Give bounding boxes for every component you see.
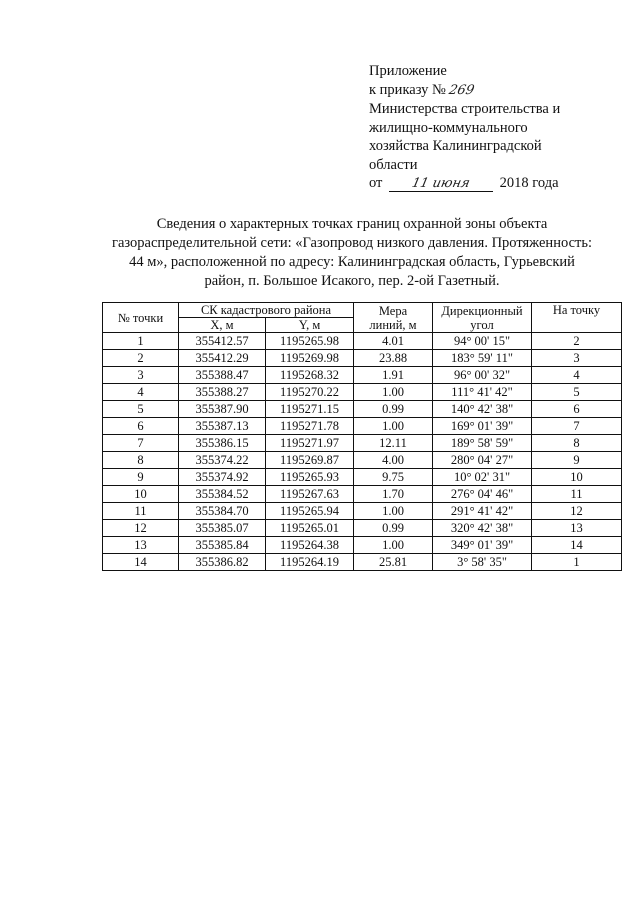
- cell-to-point: 3: [532, 350, 622, 367]
- cell-x: 355386.15: [179, 435, 266, 452]
- cell-angle: 280° 04' 27": [433, 452, 532, 469]
- table-row: [103, 469, 622, 486]
- cell-point-no: 11: [103, 503, 179, 520]
- table-row: [103, 333, 622, 350]
- cell-length: 1.00: [354, 418, 433, 435]
- cell-angle: 349° 01' 39": [433, 537, 532, 554]
- cell-to-point: 12: [532, 503, 622, 520]
- header-point-no: № точки: [103, 303, 179, 333]
- cell-point-no: 14: [103, 554, 179, 571]
- cell-length: 1.00: [354, 384, 433, 401]
- coordinates-table: [102, 302, 622, 571]
- cell-to-point: 4: [532, 367, 622, 384]
- header-angle: [433, 303, 532, 333]
- ministry-line-4: области: [369, 156, 418, 173]
- cell-point-no: 5: [103, 401, 179, 418]
- heading-line-3: 44 м», расположенной по адресу: Калининградская область, Гурьевский: [129, 254, 575, 270]
- cell-point-no: 6: [103, 418, 179, 435]
- header-length-line-2: линий, м: [369, 317, 417, 332]
- table-row: [103, 401, 622, 418]
- cell-length: 9.75: [354, 469, 433, 486]
- cell-point-no: 8: [103, 452, 179, 469]
- cell-angle: 276° 04' 46": [433, 486, 532, 503]
- cell-y: 1195268.32: [266, 367, 354, 384]
- cell-y: 1195265.01: [266, 520, 354, 537]
- cell-to-point: 13: [532, 520, 622, 537]
- cell-length: 25.81: [354, 554, 433, 571]
- cell-length: 4.01: [354, 333, 433, 350]
- cell-y: 1195271.78: [266, 418, 354, 435]
- cell-to-point: 10: [532, 469, 622, 486]
- cell-point-no: 3: [103, 367, 179, 384]
- cell-y: 1195271.15: [266, 401, 354, 418]
- cell-angle: 94° 00' 15": [433, 333, 532, 350]
- cell-x: 355412.57: [179, 333, 266, 350]
- order-line: [369, 81, 619, 101]
- cell-to-point: 2: [532, 333, 622, 350]
- cell-angle: 291° 41' 42": [433, 503, 532, 520]
- header-y: Y, м: [266, 318, 354, 333]
- cell-angle: 320° 42' 38": [433, 520, 532, 537]
- appendix-title: Приложение: [369, 63, 447, 79]
- cell-point-no: 12: [103, 520, 179, 537]
- cell-y: 1195271.97: [266, 435, 354, 452]
- cell-x: 355384.52: [179, 486, 266, 503]
- cell-y: 1195264.19: [266, 554, 354, 571]
- cell-to-point: 7: [532, 418, 622, 435]
- cell-y: 1195264.38: [266, 537, 354, 554]
- cell-x: 355385.07: [179, 520, 266, 537]
- cell-angle: 189° 58' 59": [433, 435, 532, 452]
- table-row: [103, 537, 622, 554]
- cell-x: 355374.92: [179, 469, 266, 486]
- cell-y: 1195265.98: [266, 333, 354, 350]
- cell-x: 355374.22: [179, 452, 266, 469]
- cell-length: 0.99: [354, 520, 433, 537]
- date-field: [389, 176, 493, 192]
- table-row: [103, 350, 622, 367]
- cell-to-point: 11: [532, 486, 622, 503]
- cell-angle: 169° 01' 39": [433, 418, 532, 435]
- cell-y: 1195265.93: [266, 469, 354, 486]
- header-angle-line-2: угол: [470, 317, 494, 332]
- date-prefix: от: [369, 175, 383, 191]
- cell-y: 1195270.22: [266, 384, 354, 401]
- table-row: [103, 486, 622, 503]
- order-number-handwritten: 269: [448, 82, 477, 98]
- header-length: [354, 303, 433, 333]
- cell-length: 0.99: [354, 401, 433, 418]
- cell-y: 1195265.94: [266, 503, 354, 520]
- cell-x: 355388.47: [179, 367, 266, 384]
- cell-to-point: 14: [532, 537, 622, 554]
- cell-length: 1.00: [354, 503, 433, 520]
- cell-point-no: 13: [103, 537, 179, 554]
- cell-y: 1195269.87: [266, 452, 354, 469]
- cell-angle: 183° 59' 11": [433, 350, 532, 367]
- order-prefix: к приказу №: [369, 81, 446, 98]
- heading-line-1: Сведения о характерных точках границ охранной зоны объекта: [156, 216, 548, 232]
- cell-x: 355387.13: [179, 418, 266, 435]
- appendix-block: [369, 62, 619, 193]
- cell-length: 23.88: [354, 350, 433, 367]
- cell-point-no: 9: [103, 469, 179, 486]
- table-row: [103, 503, 622, 520]
- cell-x: 355385.84: [179, 537, 266, 554]
- cell-y: 1195267.63: [266, 486, 354, 503]
- header-sk-group: СК кадастрового района: [179, 303, 354, 318]
- heading-line-4: район, п. Большое Исакого, пер. 2-ой Газетный.: [204, 273, 500, 289]
- header-to-point: На точку: [532, 303, 622, 333]
- header-angle-line-1: Дирекционный: [441, 303, 523, 318]
- heading-line-2: газораспределительной сети: «Газопровод низкого давления. Протяженность:: [112, 235, 592, 251]
- cell-x: 355388.27: [179, 384, 266, 401]
- cell-point-no: 7: [103, 435, 179, 452]
- cell-length: 12.11: [354, 435, 433, 452]
- cell-angle: 111° 41' 42": [433, 384, 532, 401]
- header-x: X, м: [179, 318, 266, 333]
- table-row: [103, 367, 622, 384]
- ministry-line-1: Министерства строительства и: [369, 101, 561, 117]
- table-row: [103, 520, 622, 537]
- table-row: [103, 554, 622, 571]
- cell-y: 1195269.98: [266, 350, 354, 367]
- ministry-line-3: хозяйства Калининградской: [369, 138, 542, 154]
- table-row: [103, 435, 622, 452]
- date-suffix: 2018 года: [499, 175, 559, 191]
- cell-angle: 3° 58' 35": [433, 554, 532, 571]
- cell-point-no: 2: [103, 350, 179, 367]
- table-body: [103, 333, 622, 571]
- cell-to-point: 1: [532, 554, 622, 571]
- cell-point-no: 10: [103, 486, 179, 503]
- document-heading: [82, 215, 622, 291]
- cell-point-no: 4: [103, 384, 179, 401]
- table-row: [103, 452, 622, 469]
- cell-angle: 96° 00' 32": [433, 367, 532, 384]
- cell-length: 1.91: [354, 367, 433, 384]
- cell-length: 1.70: [354, 486, 433, 503]
- cell-to-point: 9: [532, 452, 622, 469]
- cell-to-point: 6: [532, 401, 622, 418]
- date-line: [369, 174, 619, 193]
- cell-angle: 140° 42' 38": [433, 401, 532, 418]
- cell-length: 4.00: [354, 452, 433, 469]
- ministry-line-2: жилищно-коммунального: [369, 119, 528, 136]
- cell-length: 1.00: [354, 537, 433, 554]
- cell-to-point: 8: [532, 435, 622, 452]
- cell-to-point: 5: [532, 384, 622, 401]
- table-row: [103, 384, 622, 401]
- table-header: [103, 303, 622, 333]
- cell-x: 355384.70: [179, 503, 266, 520]
- table-row: [103, 418, 622, 435]
- cell-angle: 10° 02' 31": [433, 469, 532, 486]
- cell-x: 355412.29: [179, 350, 266, 367]
- date-handwritten: 11 июня: [410, 176, 472, 191]
- cell-point-no: 1: [103, 333, 179, 350]
- header-length-line-1: Мера: [378, 303, 408, 318]
- cell-x: 355387.90: [179, 401, 266, 418]
- cell-x: 355386.82: [179, 554, 266, 571]
